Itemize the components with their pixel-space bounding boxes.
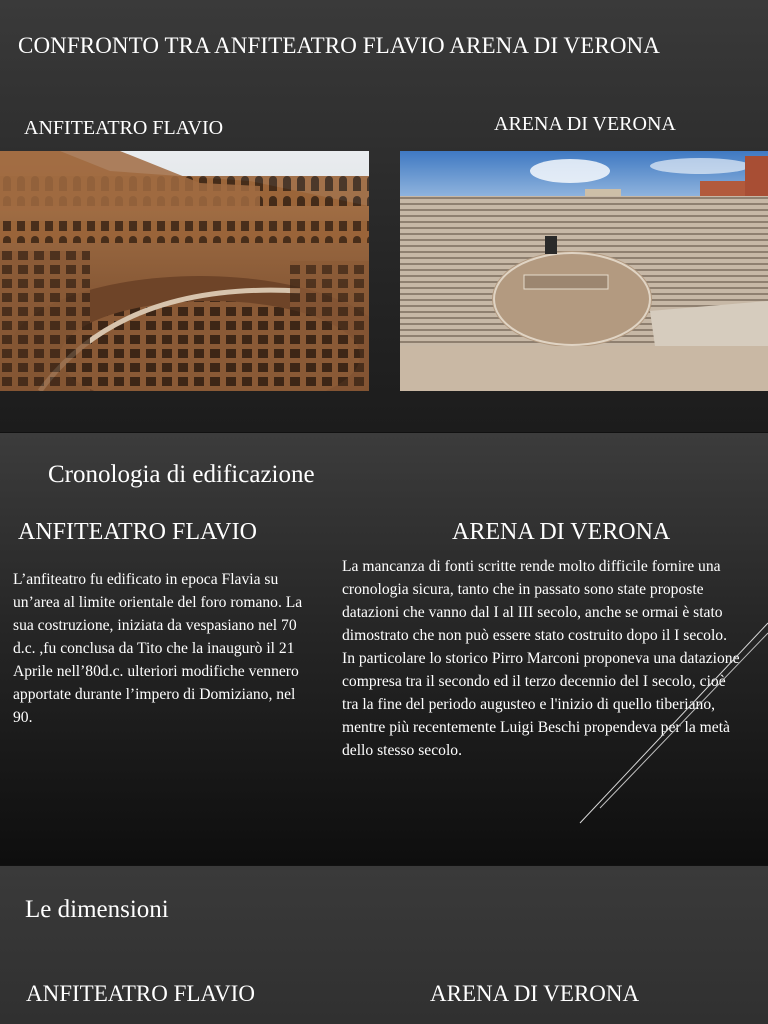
colosseum-heading: ANFITEATRO FLAVIO — [24, 117, 224, 139]
slide-chronology — [0, 433, 768, 865]
slide-title: CONFRONTO TRA ANFITEATRO FLAVIO ARENA DI VERONA — [18, 33, 660, 58]
chronology-title: Cronologia di edificazione — [48, 461, 315, 488]
colosseum-photo — [0, 151, 369, 391]
arena-chronology-text: La mancanza di fonti scritte rende molto difficile fornire una cronologia sicura, tanto che in passato sono state proposte datazioni che vanno dal I al III secolo, anche se ormai è stato dimostrato che non può essere stato costruito dopo il I secolo. In particolare lo storico Pirro Marconi proponeva una datazione compresa tra il secondo ed il terzo decennio del I secolo, cioè tra la fine del periodo augusteo e l'inizio di quello tiberiano, mentre più recentemente Luigi Beschi propendeva per la metà dello stesso secolo. — [342, 558, 740, 759]
arena-heading: ARENA DI VERONA — [452, 519, 671, 545]
slide-comparison — [0, 0, 768, 432]
slide-dimensions — [0, 866, 768, 1024]
colosseum-heading: ANFITEATRO FLAVIO — [18, 519, 257, 545]
decorative-lines — [560, 603, 768, 833]
colosseum-chronology-text: L’anfiteatro fu edificato in epoca Flavia su un’area al limite orientale del foro romano. La sua costruzione, iniziata da vespasiano nel 70 d.c. ,fu conclusa da Tito che la inaugurò il 21 Aprile nell’80d.c. ulteriori modifiche vennero apportate durante l’impero di Domiziano, nel 90. — [13, 571, 303, 726]
colosseum-heading: ANFITEATRO FLAVIO — [26, 981, 255, 1006]
arena-photo — [400, 151, 768, 391]
arena-heading: ARENA DI VERONA — [430, 981, 640, 1006]
arena-heading: ARENA DI VERONA — [494, 113, 676, 135]
dimensions-title: Le dimensioni — [25, 896, 169, 923]
